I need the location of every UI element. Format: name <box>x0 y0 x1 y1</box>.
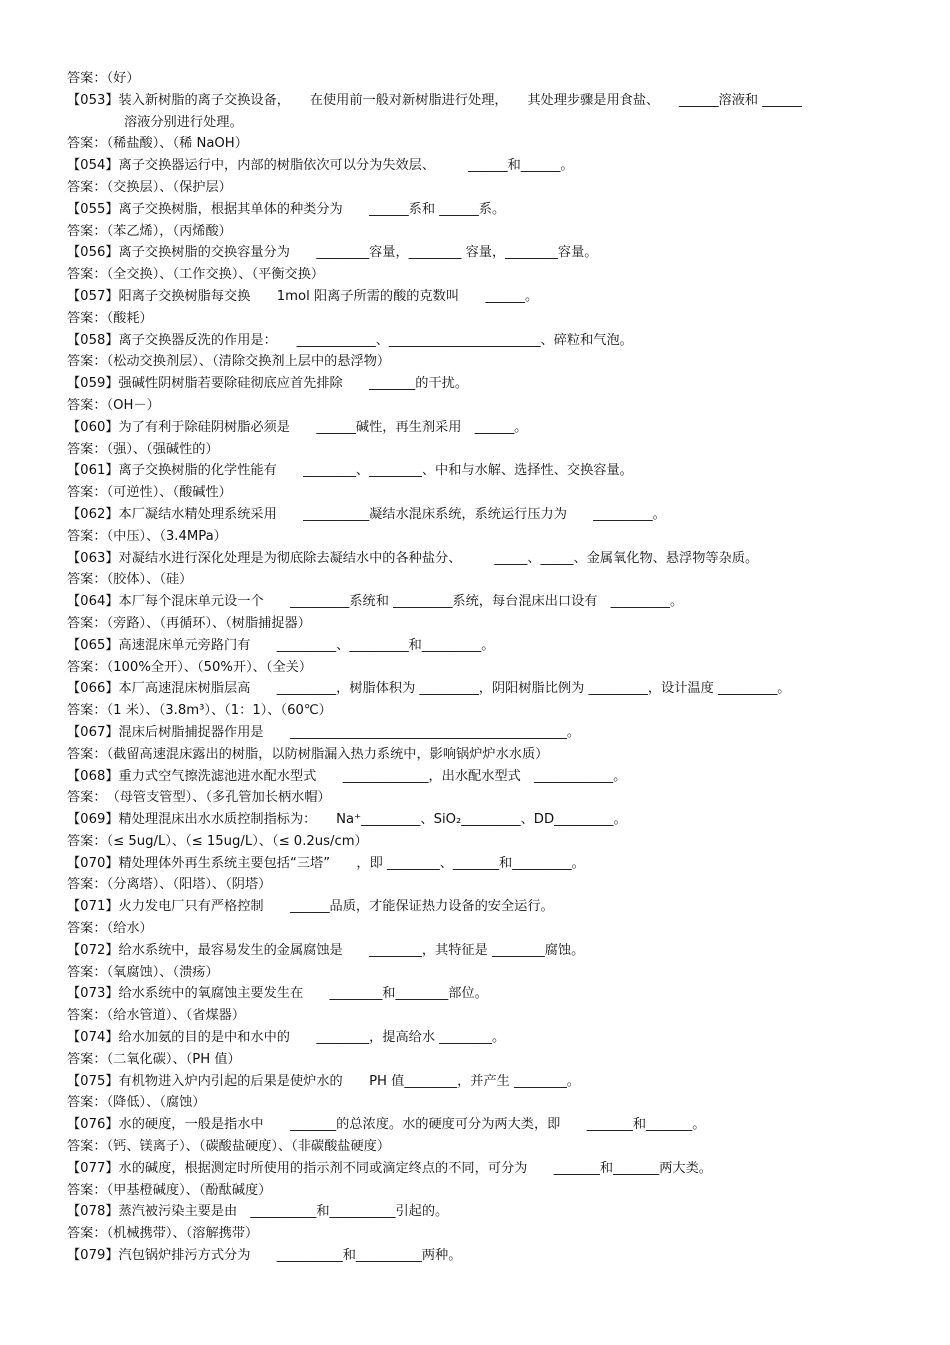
question-continuation: 溶液分别进行处理。 <box>124 114 243 130</box>
answer-line: 答案：（二氧化碳）、（PH 值） <box>67 1051 241 1067</box>
answer-line: 答案：（中压）、（3.4MPa） <box>67 528 227 544</box>
answer-line: 答案：（好） <box>67 71 140 86</box>
answer-line: 答案：（全交换）、（工作交换）、（平衡交换） <box>67 267 325 283</box>
answer-line: 答案：（截留高速混床露出的树脂，以防树脂漏入热力系统中，影响锅炉炉水水质） <box>67 746 549 762</box>
answer-line: 答案：（1 米）、（3.8m³）、（1：1）、（60℃） <box>67 703 332 719</box>
answer-line: 答案：（苯乙烯），（丙烯酸） <box>67 223 232 239</box>
question-line: 【079】汽包锅炉排污方式分为 __________和__________两种。 <box>67 1248 462 1264</box>
question-line: 【064】本厂每个混床单元设一个 _________系统和 _________系统，每台混床出口设有 _________。 <box>67 594 684 610</box>
question-line: 【078】蒸汽被污染主要是由 __________和__________引起的。 <box>67 1204 449 1220</box>
question-line: 【061】离子交换树脂的化学性能有 ________、________、中和与水解、选择性、交换容量。 <box>67 463 633 479</box>
question-line: 【076】水的硬度，一般是指水中 _______的总浓度。水的硬度可分为两大类，即 _______和_______。 <box>67 1117 706 1133</box>
answer-line: 答案：（稀盐酸）、（稀 NaOH） <box>67 136 248 152</box>
question-line: 【070】精处理体外再生系统主要包括“三塔” ，即 ________、_______和_________。 <box>67 855 585 871</box>
answer-line: 答案：（给水） <box>67 921 153 937</box>
answer-line: 答案： （母管支管型）、（多孔管加长柄水帽） <box>67 790 331 806</box>
answer-line: 答案：（给水管道）、（省煤器） <box>67 1008 246 1024</box>
question-line: 【069】精处理混床出水水质控制指标为： Na⁺_________、SiO₂_________、DD_________。 <box>67 812 627 828</box>
question-line: 【059】强碱性阴树脂若要除硅彻底应首先排除 _______的干扰。 <box>67 376 469 392</box>
question-line: 【073】给水系统中的氧腐蚀主要发生在 ________和________部位。 <box>67 986 488 1002</box>
answer-line: 答案：（胶体）、（硅） <box>67 572 193 588</box>
answer-line: 答案：（氧腐蚀）、（溃疡） <box>67 964 219 980</box>
answer-line: 答案：（机械携带）、（溶解携带） <box>67 1226 259 1242</box>
answer-line: 答案：（交换层）、（保护层） <box>67 179 232 195</box>
answer-line: 答案：（旁路）、（再循环）、（树脂捕捉器） <box>67 615 311 631</box>
question-line: 【066】本厂高速混床树脂层高 _________，树脂体积为 _________，阴阳树脂比例为 _________，设计温度 _________。 <box>67 681 791 697</box>
answer-line: 答案：（降低）、（腐蚀） <box>67 1095 206 1111</box>
answer-line: 答案：（钙、镁离子）、（碳酸盐硬度）、（非碳酸盐硬度） <box>67 1139 391 1155</box>
question-line: 【067】混床后树脂捕捉器作用是 __________________________________________。 <box>67 724 581 740</box>
answer-line: 答案：（分离塔）、（阳塔）、（阴塔） <box>67 877 272 893</box>
answer-line: 答案：（OH－） <box>67 397 160 413</box>
question-line: 【062】本厂凝结水精处理系统采用 __________凝结水混床系统，系统运行压力为 _________。 <box>67 506 666 522</box>
question-line: 【075】有机物进入炉内引起的后果是使炉水的 PH 值________，并产生 ________。 <box>67 1073 580 1089</box>
question-line: 【065】高速混床单元旁路门有 _________、_________和_________。 <box>67 637 495 653</box>
answer-line: 答案：（100%全开）、（50%开）、（全关） <box>67 659 313 675</box>
question-line: 【058】离子交换器反洗的作用是： ____________、_______________________、碎粒和气泡。 <box>67 332 633 348</box>
question-line: 【068】重力式空气擦洗滤池进水配水型式 _____________，出水配水型式 ____________。 <box>67 768 627 784</box>
question-line: 【074】给水加氨的目的是中和水中的 ________，提高给水 ________。 <box>67 1030 506 1046</box>
question-line: 【055】离子交换树脂，根据其单体的种类分为 ______系和 ______系。 <box>67 201 506 217</box>
question-line: 【071】火力发电厂只有严格控制 ______品质，才能保证热力设备的安全运行。 <box>67 899 554 915</box>
answer-line: 答案：（甲基橙碱度）、（酚酞碱度） <box>67 1182 272 1198</box>
question-line: 【056】离子交换树脂的交换容量分为 ________容量，________ 容量，________容量。 <box>67 245 598 261</box>
answer-line: 答案：（酸耗） <box>67 310 153 326</box>
question-line: 【053】装入新树脂的离子交换设备， 在使用前一般对新树脂进行处理， 其处理步骤是用食盐、 ______溶液和 ______ <box>67 92 802 108</box>
qa-list <box>67 68 897 1267</box>
question-line: 【054】离子交换器运行中，内部的树脂依次可以分为失效层、 ______和______。 <box>67 158 574 174</box>
question-line: 【077】水的碱度，根据测定时所使用的指示剂不同或滴定终点的不同，可分为 _______和_______两大类。 <box>67 1160 712 1176</box>
answer-line: 答案：（松动交换剂层）、（清除交换剂上层中的悬浮物） <box>67 354 391 370</box>
question-line: 【063】对凝结水进行深化处理是为彻底除去凝结水中的各种盐分、 _____、_____、金属氧化物、悬浮物等杂质。 <box>67 550 759 566</box>
answer-line: 答案：（强）、（强碱性的） <box>67 441 219 457</box>
question-line: 【057】阳离子交换树脂每交换 1mol 阳离子所需的酸的克数叫 ______。 <box>67 288 539 304</box>
answer-line: 答案：（可逆性）、（酸碱性） <box>67 485 232 501</box>
answer-line: 答案：（≤ 5ug/L）、（≤ 15ug/L）、（≤ 0.2us/cm） <box>67 833 368 849</box>
question-line: 【060】为了有利于除硅阴树脂必须是 ______碱性，再生剂采用 ______。 <box>67 419 528 435</box>
question-line: 【072】给水系统中，最容易发生的金属腐蚀是 ________，其特征是 ________腐蚀。 <box>67 942 585 958</box>
